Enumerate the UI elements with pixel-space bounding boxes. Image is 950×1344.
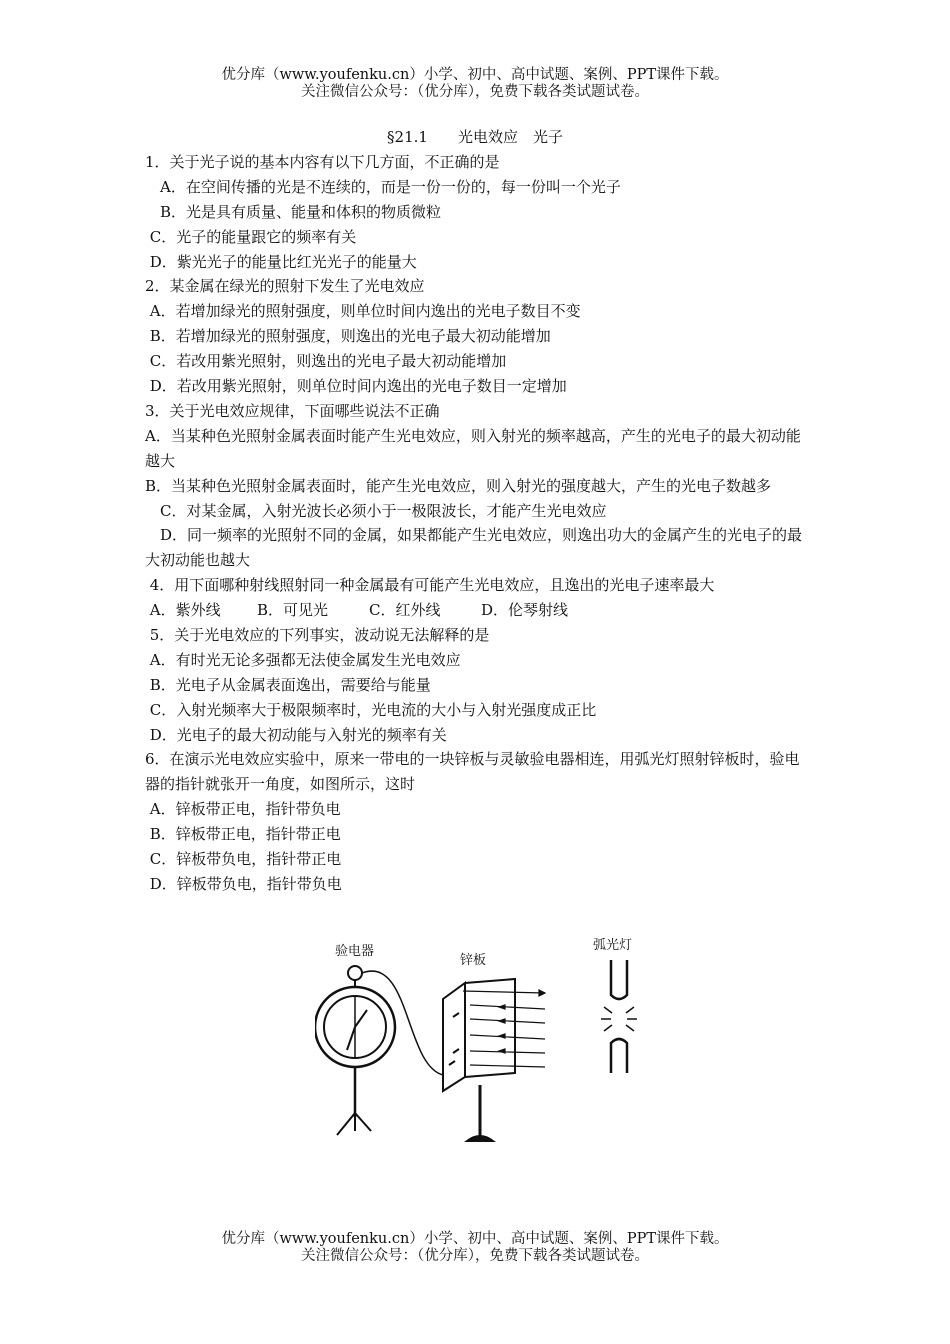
question-list (145, 150, 805, 897)
question-3-stem: 3．关于光电效应规律，下面哪些说法不正确 (145, 401, 440, 420)
question-3-option-c: C．对某金属，入射光波长必须小于一极限波长，才能产生光电效应 (145, 501, 607, 520)
question-1-stem: 1．关于光子说的基本内容有以下几方面，不正确的是 (145, 153, 500, 171)
question-3-option-b: B．当某种色光照射金属表面时，能产生光电效应，则入射光的强度越大，产生的光电子数越多 (145, 476, 772, 495)
question-1-option-b: B．光是具有质量、能量和体积的物质微粒 (145, 202, 442, 221)
footer-line-2: 关注微信公众号：（优分库），免费下载各类试题试卷。 (301, 1248, 649, 1264)
question-1-option-a: A．在空间传播的光是不连续的，而是一份一份的，每一份叫一个光子 (145, 177, 621, 196)
header-line-1: 优分库（www.youfenku.cn）小学、初中、高中试题、案例、PPT课件下载。 (221, 67, 729, 83)
question-5-option-c: C．入射光频率大于极限频率时，光电流的大小与入射光强度成正比 (145, 700, 597, 719)
question-5-option-d: D．光电子的最大初动能与入射光的频率有关 (145, 725, 447, 744)
footer-line-1: 优分库（www.youfenku.cn）小学、初中、高中试题、案例、PPT课件下载。 (221, 1231, 729, 1247)
question-6-stem: 6．在演示光电效应实验中，原来一带电的一块锌板与灵敏验电器相连，用弧光灯照射锌板时，验电器的指针就张开一角度，如图所示，这时 (145, 750, 800, 794)
question-1-option-c: C．光子的能量跟它的频率有关 (145, 227, 357, 246)
question-3-option-d: D．同一频率的光照射不同的金属，如果都能产生光电效应，则逸出功大的金属产生的光电子的最大初动能也越大 (145, 526, 803, 570)
question-4-options (145, 598, 805, 623)
question-5-option-b: B．光电子从金属表面逸出，需要给与能量 (145, 675, 431, 694)
question-2-option-c: C．若改用紫光照射，则逸出的光电子最大初动能增加 (145, 352, 507, 371)
question-6-option-d: D．锌板带负电，指针带负电 (145, 874, 342, 893)
question-4-option-a: A．紫外线 (145, 601, 221, 620)
electroscope-icon (315, 966, 395, 1135)
question-2-option-d: D．若改用紫光照射，则单位时间内逸出的光电子数目一定增加 (145, 377, 567, 396)
page-header (0, 67, 950, 101)
question-4-stem: 4．用下面哪种射线照射同一种金属最有可能产生光电效应，且逸出的光电子速率最大 (145, 576, 715, 595)
question-4-option-b: B．可见光 (257, 601, 329, 620)
arc-lamp-icon (601, 960, 637, 1073)
page-footer (0, 1231, 950, 1265)
question-6-option-b: B．锌板带正电，指针带正电 (145, 825, 341, 844)
light-rays (463, 990, 545, 1067)
arc-lamp-label: 弧光灯 (593, 938, 633, 953)
question-5-option-a: A．有时光无论多强都无法使金属发生光电效应 (145, 650, 461, 669)
question-5-stem: 5．关于光电效应的下列事实，波动说无法解释的是 (145, 626, 490, 644)
question-6-option-c: C．锌板带负电，指针带正电 (145, 850, 342, 869)
zinc-plate-icon (443, 979, 515, 1141)
zinc-plate-label: 锌板 (460, 953, 487, 968)
header-line-2: 关注微信公众号：（优分库），免费下载各类试题试卷。 (301, 84, 649, 100)
question-2-option-a: A．若增加绿光的照射强度，则单位时间内逸出的光电子数目不变 (145, 302, 581, 321)
question-1-option-d: D．紫光光子的能量比红光光子的能量大 (145, 252, 417, 271)
connecting-wire (362, 971, 443, 1075)
question-4-option-d: D．伦琴射线 (481, 601, 569, 620)
question-3-option-a: A．当某种色光照射金属表面时能产生光电效应，则入射光的频率越高，产生的光电子的最大初动能越大 (145, 426, 801, 470)
electroscope-label: 验电器 (335, 944, 375, 959)
question-2-option-b: B．若增加绿光的照射强度，则逸出的光电子最大初动能增加 (145, 327, 551, 346)
experiment-diagram (315, 935, 655, 1155)
photoelectric-experiment-figure (315, 935, 655, 1155)
section-title: §21.1 光电效应 光子 (387, 128, 563, 146)
question-6-option-a: A．锌板带正电，指针带负电 (145, 800, 341, 819)
question-4-option-c: C．红外线 (369, 601, 441, 620)
question-2-stem: 2．某金属在绿光的照射下发生了光电效应 (145, 277, 425, 296)
